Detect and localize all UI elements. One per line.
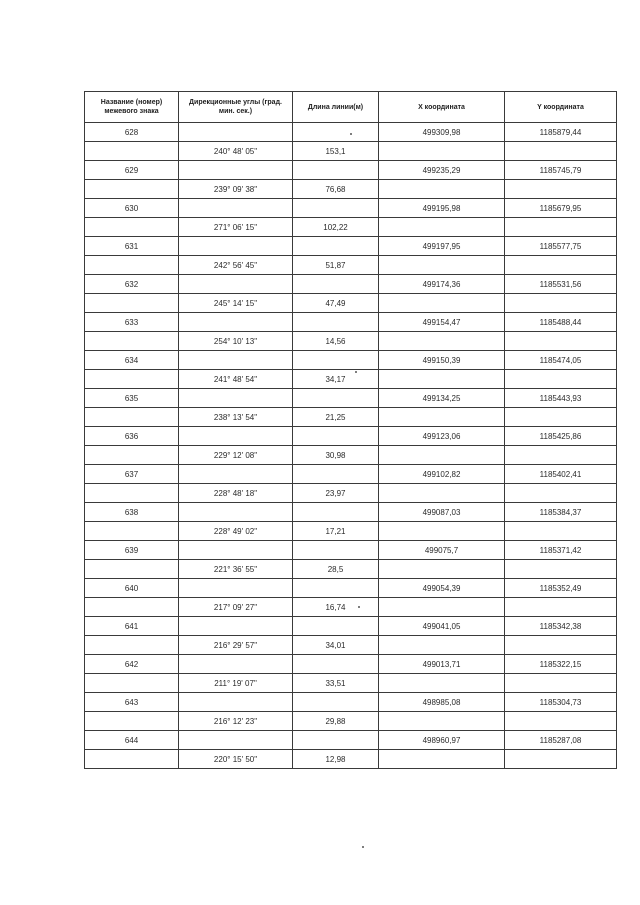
cell-x-coordinate: 499102,82	[379, 465, 505, 484]
cell-direction-angle: 211° 19' 07"	[179, 674, 293, 693]
cell-direction-angle	[179, 731, 293, 750]
cell-direction-angle	[179, 579, 293, 598]
cell-x-coordinate: 498985,08	[379, 693, 505, 712]
table-row	[85, 446, 617, 465]
cell-x-coordinate	[379, 408, 505, 427]
cell-marker-name	[85, 598, 179, 617]
cell-x-coordinate	[379, 332, 505, 351]
table-row	[85, 218, 617, 237]
cell-direction-angle	[179, 503, 293, 522]
cell-x-coordinate: 499041,05	[379, 617, 505, 636]
cell-x-coordinate	[379, 750, 505, 769]
cell-marker-name	[85, 750, 179, 769]
cell-x-coordinate: 499309,98	[379, 123, 505, 142]
cell-line-length: 51,87	[293, 256, 379, 275]
cell-y-coordinate	[505, 370, 617, 389]
cell-direction-angle: 216° 12' 23"	[179, 712, 293, 731]
cell-line-length: 16,74	[293, 598, 379, 617]
cell-line-length: 153,1	[293, 142, 379, 161]
cell-direction-angle: 228° 49' 02"	[179, 522, 293, 541]
cell-direction-angle: 241° 48' 54"	[179, 370, 293, 389]
table-row	[85, 256, 617, 275]
cell-marker-name: 644	[85, 731, 179, 750]
cell-marker-name: 634	[85, 351, 179, 370]
header-row	[85, 92, 617, 123]
cell-line-length	[293, 351, 379, 370]
cell-x-coordinate	[379, 142, 505, 161]
table-row	[85, 427, 617, 446]
cell-y-coordinate: 1185745,79	[505, 161, 617, 180]
cell-x-coordinate: 499195,98	[379, 199, 505, 218]
cell-marker-name: 637	[85, 465, 179, 484]
cell-y-coordinate	[505, 674, 617, 693]
header-marker-name: Название (номер) межевого знака	[85, 92, 179, 123]
cell-x-coordinate: 499054,39	[379, 579, 505, 598]
cell-y-coordinate	[505, 294, 617, 313]
scan-speck	[355, 371, 357, 373]
table-row	[85, 655, 617, 674]
cell-marker-name: 635	[85, 389, 179, 408]
cell-line-length	[293, 237, 379, 256]
cell-y-coordinate	[505, 636, 617, 655]
cell-marker-name	[85, 560, 179, 579]
cell-x-coordinate	[379, 180, 505, 199]
table-row	[85, 389, 617, 408]
cell-line-length	[293, 389, 379, 408]
cell-marker-name	[85, 256, 179, 275]
cell-x-coordinate	[379, 560, 505, 579]
cell-line-length	[293, 161, 379, 180]
cell-direction-angle: 240° 48' 05"	[179, 142, 293, 161]
cell-direction-angle: 221° 36' 55"	[179, 560, 293, 579]
cell-direction-angle: 238° 13' 54"	[179, 408, 293, 427]
cell-y-coordinate: 1185342,38	[505, 617, 617, 636]
cell-line-length: 30,98	[293, 446, 379, 465]
cell-y-coordinate: 1185352,49	[505, 579, 617, 598]
cell-y-coordinate: 1185384,37	[505, 503, 617, 522]
cell-marker-name	[85, 712, 179, 731]
cell-y-coordinate	[505, 712, 617, 731]
cell-direction-angle: 228° 48' 18"	[179, 484, 293, 503]
cell-direction-angle: 245° 14' 15"	[179, 294, 293, 313]
cell-y-coordinate: 1185402,41	[505, 465, 617, 484]
cell-marker-name: 639	[85, 541, 179, 560]
cell-x-coordinate: 499075,7	[379, 541, 505, 560]
cell-x-coordinate: 499134,25	[379, 389, 505, 408]
table-row	[85, 465, 617, 484]
cell-y-coordinate	[505, 446, 617, 465]
cell-marker-name: 633	[85, 313, 179, 332]
header-line-length: Длина линии(м)	[293, 92, 379, 123]
cell-y-coordinate: 1185443,93	[505, 389, 617, 408]
cell-direction-angle: 216° 29' 57"	[179, 636, 293, 655]
cell-direction-angle	[179, 161, 293, 180]
cell-x-coordinate: 499013,71	[379, 655, 505, 674]
cell-marker-name	[85, 294, 179, 313]
table-row	[85, 199, 617, 218]
cell-marker-name	[85, 522, 179, 541]
cell-marker-name	[85, 370, 179, 389]
cell-line-length	[293, 199, 379, 218]
cell-line-length	[293, 123, 379, 142]
cell-x-coordinate: 498960,97	[379, 731, 505, 750]
cell-line-length	[293, 313, 379, 332]
header-direction-angle: Дирекционные углы (град. мин. сек.)	[179, 92, 293, 123]
cell-x-coordinate	[379, 256, 505, 275]
cell-x-coordinate: 499087,03	[379, 503, 505, 522]
cell-direction-angle	[179, 427, 293, 446]
cell-x-coordinate	[379, 218, 505, 237]
cell-marker-name: 640	[85, 579, 179, 598]
cell-x-coordinate	[379, 370, 505, 389]
table-row	[85, 484, 617, 503]
cell-line-length: 102,22	[293, 218, 379, 237]
cell-y-coordinate	[505, 256, 617, 275]
table-row	[85, 351, 617, 370]
cell-marker-name: 636	[85, 427, 179, 446]
cell-direction-angle: 217° 09' 27"	[179, 598, 293, 617]
cell-marker-name: 629	[85, 161, 179, 180]
cell-line-length: 34,01	[293, 636, 379, 655]
table-header	[85, 92, 617, 123]
table-row	[85, 693, 617, 712]
cell-x-coordinate	[379, 522, 505, 541]
table-row	[85, 750, 617, 769]
cell-y-coordinate	[505, 560, 617, 579]
table-row	[85, 598, 617, 617]
cell-line-length: 34,17	[293, 370, 379, 389]
table-row	[85, 541, 617, 560]
cell-direction-angle: 229° 12' 08"	[179, 446, 293, 465]
cell-line-length	[293, 427, 379, 446]
cell-line-length: 21,25	[293, 408, 379, 427]
cell-x-coordinate: 499197,95	[379, 237, 505, 256]
cell-direction-angle	[179, 389, 293, 408]
table-row	[85, 332, 617, 351]
cell-x-coordinate	[379, 294, 505, 313]
cell-line-length	[293, 617, 379, 636]
cell-y-coordinate	[505, 598, 617, 617]
cell-line-length: 76,68	[293, 180, 379, 199]
scan-speck	[350, 133, 352, 135]
cell-line-length	[293, 693, 379, 712]
cell-line-length: 33,51	[293, 674, 379, 693]
cell-y-coordinate	[505, 484, 617, 503]
cell-direction-angle	[179, 655, 293, 674]
cell-marker-name: 643	[85, 693, 179, 712]
cell-direction-angle	[179, 693, 293, 712]
cell-x-coordinate	[379, 484, 505, 503]
cell-direction-angle	[179, 541, 293, 560]
cell-y-coordinate: 1185474,05	[505, 351, 617, 370]
cell-x-coordinate	[379, 712, 505, 731]
cell-marker-name	[85, 446, 179, 465]
scan-speck	[358, 606, 360, 608]
cell-direction-angle	[179, 617, 293, 636]
header-y-coordinate: Y координата	[505, 92, 617, 123]
table-row	[85, 674, 617, 693]
scan-speck	[362, 846, 364, 848]
cell-y-coordinate	[505, 332, 617, 351]
cell-y-coordinate: 1185287,08	[505, 731, 617, 750]
table-row	[85, 370, 617, 389]
cell-y-coordinate: 1185531,56	[505, 275, 617, 294]
cell-marker-name: 638	[85, 503, 179, 522]
table-row	[85, 294, 617, 313]
cell-direction-angle	[179, 199, 293, 218]
cell-line-length: 12,98	[293, 750, 379, 769]
cell-marker-name: 630	[85, 199, 179, 218]
table-row	[85, 180, 617, 199]
cell-y-coordinate	[505, 408, 617, 427]
table-row	[85, 617, 617, 636]
table-row	[85, 275, 617, 294]
cell-direction-angle: 239° 09' 38"	[179, 180, 293, 199]
table-row	[85, 731, 617, 750]
cell-line-length: 17,21	[293, 522, 379, 541]
cell-direction-angle: 271° 06' 15"	[179, 218, 293, 237]
cell-marker-name: 631	[85, 237, 179, 256]
cell-marker-name	[85, 636, 179, 655]
table-row	[85, 123, 617, 142]
cell-y-coordinate	[505, 142, 617, 161]
cell-x-coordinate	[379, 446, 505, 465]
table-row	[85, 712, 617, 731]
cell-line-length	[293, 541, 379, 560]
cell-direction-angle	[179, 275, 293, 294]
cell-direction-angle	[179, 237, 293, 256]
cell-y-coordinate	[505, 522, 617, 541]
cell-line-length	[293, 579, 379, 598]
cell-marker-name: 642	[85, 655, 179, 674]
cell-y-coordinate: 1185371,42	[505, 541, 617, 560]
cell-y-coordinate: 1185679,95	[505, 199, 617, 218]
table-row	[85, 503, 617, 522]
cell-y-coordinate	[505, 750, 617, 769]
cell-x-coordinate	[379, 598, 505, 617]
cell-marker-name	[85, 180, 179, 199]
boundary-coordinates-table	[84, 91, 617, 769]
cell-y-coordinate: 1185879,44	[505, 123, 617, 142]
cell-line-length	[293, 655, 379, 674]
cell-y-coordinate	[505, 180, 617, 199]
cell-x-coordinate	[379, 636, 505, 655]
cell-marker-name: 641	[85, 617, 179, 636]
cell-line-length	[293, 465, 379, 484]
cell-line-length	[293, 731, 379, 750]
table-body	[85, 123, 617, 769]
cell-line-length: 47,49	[293, 294, 379, 313]
cell-x-coordinate: 499235,29	[379, 161, 505, 180]
cell-y-coordinate	[505, 218, 617, 237]
cell-x-coordinate: 499154,47	[379, 313, 505, 332]
cell-line-length: 23,97	[293, 484, 379, 503]
cell-marker-name	[85, 332, 179, 351]
cell-marker-name	[85, 484, 179, 503]
cell-direction-angle: 242° 56' 45"	[179, 256, 293, 275]
cell-direction-angle	[179, 123, 293, 142]
cell-line-length: 14,56	[293, 332, 379, 351]
cell-x-coordinate: 499150,39	[379, 351, 505, 370]
cell-y-coordinate: 1185304,73	[505, 693, 617, 712]
cell-x-coordinate: 499174,36	[379, 275, 505, 294]
table-row	[85, 560, 617, 579]
cell-direction-angle	[179, 351, 293, 370]
table-row	[85, 408, 617, 427]
cell-line-length	[293, 503, 379, 522]
table-row	[85, 522, 617, 541]
cell-x-coordinate: 499123,06	[379, 427, 505, 446]
cell-line-length	[293, 275, 379, 294]
cell-x-coordinate	[379, 674, 505, 693]
cell-y-coordinate: 1185488,44	[505, 313, 617, 332]
cell-marker-name	[85, 218, 179, 237]
cell-marker-name	[85, 408, 179, 427]
table-row	[85, 313, 617, 332]
cell-direction-angle	[179, 313, 293, 332]
cell-y-coordinate: 1185577,75	[505, 237, 617, 256]
header-x-coordinate: X координата	[379, 92, 505, 123]
cell-marker-name: 628	[85, 123, 179, 142]
cell-marker-name: 632	[85, 275, 179, 294]
cell-marker-name	[85, 674, 179, 693]
table-row	[85, 636, 617, 655]
cell-line-length: 29,88	[293, 712, 379, 731]
cell-direction-angle	[179, 465, 293, 484]
cell-y-coordinate: 1185425,86	[505, 427, 617, 446]
table-row	[85, 142, 617, 161]
cell-line-length: 28,5	[293, 560, 379, 579]
cell-direction-angle: 254° 10' 13"	[179, 332, 293, 351]
cell-marker-name	[85, 142, 179, 161]
cell-direction-angle: 220° 15' 50"	[179, 750, 293, 769]
table-row	[85, 237, 617, 256]
cell-y-coordinate: 1185322,15	[505, 655, 617, 674]
table-row	[85, 161, 617, 180]
table-row	[85, 579, 617, 598]
